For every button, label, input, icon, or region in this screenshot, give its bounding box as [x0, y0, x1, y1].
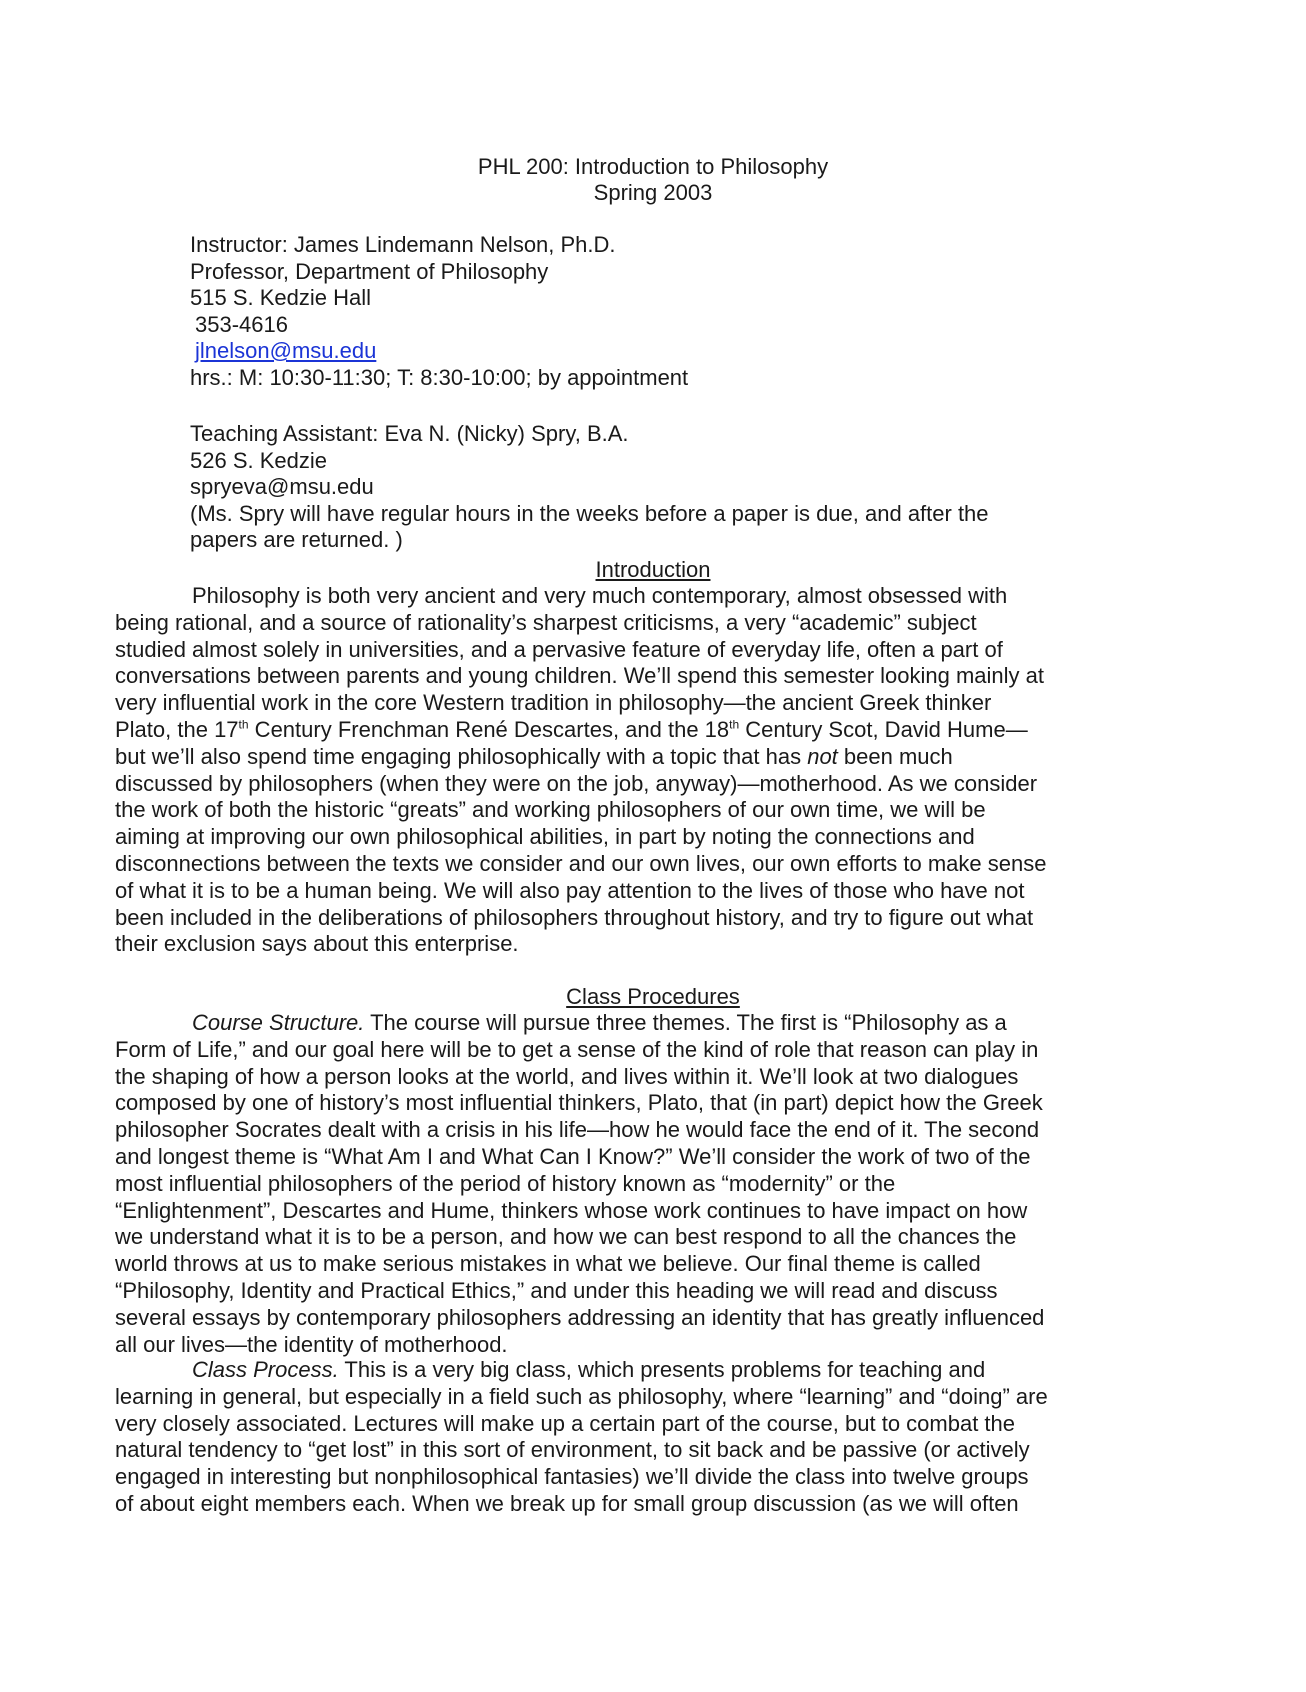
- intro-line: their exclusion says about this enterprise.: [115, 931, 519, 957]
- instructor-phone: 353-4616: [195, 311, 288, 337]
- instructor-contact-block: [190, 232, 1090, 391]
- class-process-label: Class Process.: [192, 1357, 339, 1382]
- structure-line: world throws at us to make serious mistakes in what we believe. Our final theme is called: [115, 1251, 981, 1277]
- course-structure-label: Course Structure.: [192, 1010, 365, 1035]
- process-line-first: Class Process. This is a very big class, which presents problems for teaching and: [192, 1357, 986, 1382]
- process-line: learning in general, but especially in a field such as philosophy, where “learning” and “doing” are: [115, 1383, 1048, 1409]
- process-line: of about eight members each. When we break up for small group discussion (as we will often: [115, 1490, 1019, 1516]
- structure-line: most influential philosophers of the period of history known as “modernity” or the: [115, 1170, 896, 1196]
- class-procedures-heading: Class Procedures: [566, 984, 740, 1009]
- structure-line: we understand what it is to be a person, and how we can best respond to all the chances the: [115, 1224, 1017, 1250]
- introduction-paragraph: [115, 583, 1115, 958]
- process-line: natural tendency to “get lost” in this sort of environment, to sit back and be passive (or actively: [115, 1437, 1030, 1463]
- structure-line: all our lives—the identity of motherhood.: [115, 1331, 508, 1357]
- structure-line: composed by one of history’s most influential thinkers, Plato, that (in part) depict how the Greek: [115, 1090, 1043, 1116]
- course-term: Spring 2003: [593, 180, 713, 205]
- ta-office: 526 S. Kedzie: [190, 447, 327, 473]
- intro-line: studied almost solely in universities, and a pervasive feature of everyday life, often a part of: [115, 636, 1003, 662]
- structure-line: Form of Life,” and our goal here will be to get a sense of the kind of role that reason can play in: [115, 1036, 1039, 1062]
- introduction-heading: Introduction: [595, 557, 711, 582]
- ta-note-line-1: (Ms. Spry will have regular hours in the weeks before a paper is due, and after the: [190, 500, 989, 526]
- instructor-hours: hrs.: M: 10:30-11:30; T: 8:30-10:00; by appointment: [190, 364, 689, 390]
- intro-line: disconnections between the texts we consider and our own lives, our own efforts to make sense: [115, 850, 1047, 876]
- intro-line: aiming at improving our own philosophical abilities, in part by noting the connections and: [115, 824, 975, 850]
- course-title: PHL 200: Introduction to Philosophy: [477, 154, 829, 179]
- structure-line: “Enlightenment”, Descartes and Hume, thinkers whose work continues to have impact on how: [115, 1197, 1028, 1223]
- instructor-name: Instructor: James Lindemann Nelson, Ph.D.: [190, 232, 616, 257]
- structure-line: several essays by contemporary philosophers addressing an identity that has greatly influenced: [115, 1304, 1045, 1330]
- teaching-assistant-contact-block: [190, 421, 1090, 554]
- instructor-title: Professor, Department of Philosophy: [190, 258, 549, 284]
- structure-line: philosopher Socrates dealt with a crisis in his life—how he would face the end of it. The second: [115, 1117, 1040, 1143]
- instructor-email-link[interactable]: jlnelson@msu.edu: [195, 338, 377, 363]
- intro-line: the work of both the historic “greats” and working philosophers of our own time, we will be: [115, 797, 986, 823]
- intro-line: been included in the deliberations of philosophers throughout history, and try to figure out what: [115, 904, 1034, 930]
- intro-line: discussed by philosophers (when they were on the job, anyway)—motherhood. As we consider: [115, 770, 1038, 796]
- intro-line: of what it is to be a human being. We will also pay attention to the lives of those who have not: [115, 877, 1025, 903]
- intro-line-emphasis: but we’ll also spend time engaging philosophically with a topic that has not been much: [115, 743, 953, 769]
- instructor-office: 515 S. Kedzie Hall: [190, 285, 371, 310]
- structure-line-first: Course Structure. The course will pursue three themes. The first is “Philosophy as a: [192, 1010, 1007, 1035]
- structure-line: “Philosophy, Identity and Practical Ethics,” and under this heading we will read and discuss: [115, 1277, 998, 1303]
- document-header: [0, 154, 1306, 206]
- ta-email: spryeva@msu.edu: [190, 474, 374, 499]
- intro-line: being rational, and a source of rationality’s sharpest criticisms, a very “academic” subject: [115, 609, 977, 635]
- course-structure-paragraph: [115, 1010, 1115, 1358]
- ta-note-line-2: papers are returned. ): [190, 527, 403, 552]
- class-process-paragraph: [115, 1357, 1115, 1518]
- intro-line: very influential work in the core Western tradition in philosophy—the ancient Greek thinker: [115, 690, 992, 716]
- structure-line: the shaping of how a person looks at the world, and lives within it. We’ll look at two dialogues: [115, 1063, 1019, 1089]
- ta-name: Teaching Assistant: Eva N. (Nicky) Spry, B.A.: [190, 421, 629, 446]
- intro-line: conversations between parents and young children. We’ll spend this semester looking mainly at: [115, 663, 1044, 689]
- process-line: very closely associated. Lectures will make up a certain part of the course, but to combat the: [115, 1410, 1016, 1436]
- intro-line-centuries: Plato, the 17th Century Frenchman René Descartes, and the 18th Century Scot, David Hume—: [115, 716, 1028, 742]
- structure-line: and longest theme is “What Am I and What Can I Know?” We’ll consider the work of two of the: [115, 1143, 1031, 1169]
- process-line: engaged in interesting but nonphilosophical fantasies) we’ll divide the class into twelve groups: [115, 1464, 1029, 1490]
- intro-line: Philosophy is both very ancient and very much contemporary, almost obsessed with: [192, 583, 1008, 608]
